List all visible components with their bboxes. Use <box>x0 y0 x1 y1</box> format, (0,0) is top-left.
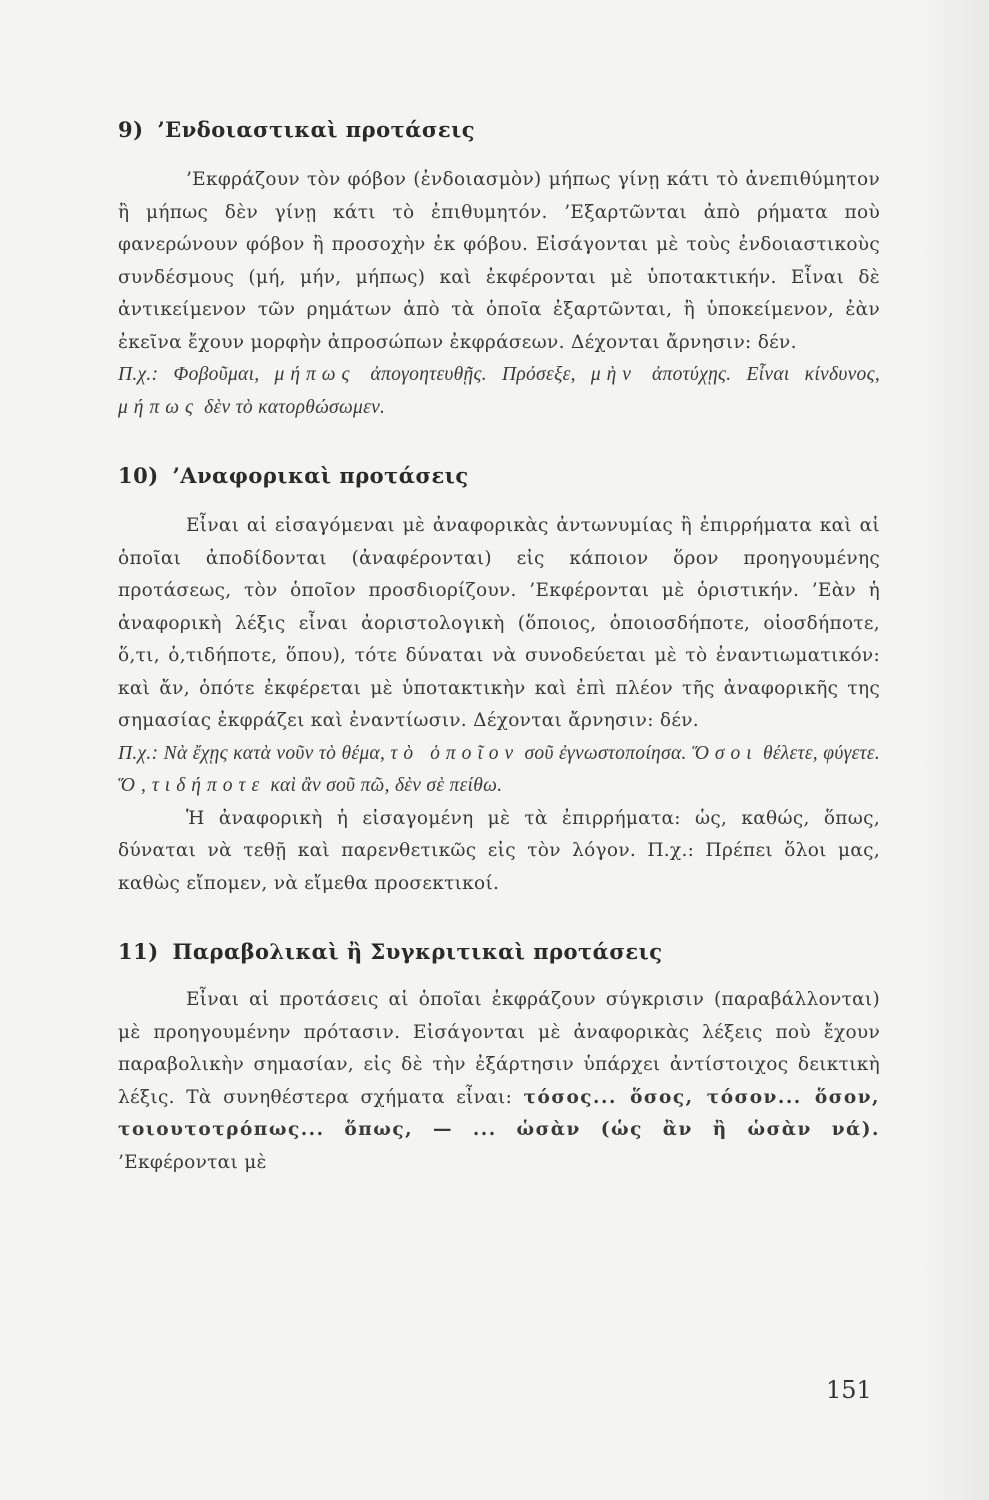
paragraph-text: Εἶναι αἱ προτάσεις αἱ ὁποῖαι ἐκφράζουν σύγκρισιν (παραβάλλονται) μὲ προηγουμένην πρότασιν. Εἰσάγονται μὲ ἀναφορικὰς λέξεις ποὺ ἔχουν παραβολικὴν σημασίαν, εἰς δὲ τὴν ἐξάρτησιν ὑπάρχει ἀντίστοιχος δεικτικὴ λέξις. Τὰ συνηθέστερα σχήματα εἶναι: <box>118 989 880 1108</box>
section-number: 10) <box>118 463 159 488</box>
paragraph-text: ’Εκφέρονται μὲ <box>118 1151 267 1173</box>
section-11 <box>118 932 880 1179</box>
section-10 <box>118 456 880 900</box>
paragraph: ’Εκφράζουν τὸν φόβον (ἐνδοιασμὸν) μήπως γίνῃ κάτι τὸ ἀνεπιθύμητον ἢ μήπως δὲν γίνῃ κάτι τὸ ἐπιθυμητόν. ’Εξαρτῶνται ἀπὸ ρήματα ποὺ φανερώνουν φόβον ἢ προσοχὴν ἐκ φόβου. Εἰσάγονται μὲ τοὺς ἐνδοιαστικοὺς συνδέσμους (μή, μήν, μήπως) καὶ ἐκφέρονται μὲ ὑποτακτικήν. Εἶναι δὲ ἀντικείμενον τῶν ρημάτων ἀπὸ τὰ ὁποῖα ἐξαρτῶνται, ἢ ὑποκείμενον, ἐὰν ἐκεῖνα ἔχουν μορφὴν ἀπροσώπων ἐκφράσεων. Δέχονται ἄρνησιν: δέν. <box>118 169 880 353</box>
example-text: δὲν τὸ κατορθώσωμεν. <box>198 396 386 418</box>
section-title: ’Ενδοιαστικαὶ προτάσεις <box>157 117 476 142</box>
spaced-word: τὸ ὁποῖον <box>390 742 520 764</box>
example-text: σοῦ ἐγνωστοποίησα. <box>519 742 692 764</box>
section-title: Παραβολικαὶ ἢ Συγκριτικαὶ προτάσεις <box>172 939 663 964</box>
example-text: Π.χ.: Φοβοῦμαι, <box>118 364 275 385</box>
section-heading <box>118 932 880 972</box>
section-title: ’Αναφορικαὶ προτάσεις <box>172 463 469 488</box>
paragraph: Εἶναι αἱ εἰσαγόμεναι μὲ ἀναφορικὰς ἀντωνυμίας ἢ ἐπιρρήματα καὶ αἱ ὁποῖαι ἀποδίδονται (ἀναφέρονται) εἰς κάποιον ὅρον προηγουμένης προτάσεως, τὸν ὁποῖον προσδιορίζουν. ’Εκφέρονται μὲ ὁριστικήν. ’Εὰν ἡ ἀναφορικὴ λέξις εἶναι ἀοριστολογικὴ (ὅποιος, ὁποιοσδήποτε, οἱοσδήποτε, ὅ,τι, ὁ,τιδήποτε, ὅπου), τότε δύναται νὰ συνοδεύεται μὲ τὸ ἐναντιωματικόν: καὶ ἄν, ὁπότε ἐκφέρεται μὲ ὑποτακτικὴν καὶ ἐπὶ πλέον τῆς ἀναφορικῆς της σημασίας ἐκφράζει καὶ ἐναντίωσιν. Δέχονται ἄρνησιν: δέν. <box>118 515 880 731</box>
spaced-word: μὴν <box>590 364 637 385</box>
example-text: θέλετε, φύγετε. <box>757 742 880 764</box>
section-heading <box>118 110 880 150</box>
paragraph: Ἡ ἀναφορικὴ ἡ εἰσαγομένη μὲ τὰ ἐπιρρήματα: ὡς, καθώς, ὅπως, δύναται νὰ τεθῇ καὶ παρενθετικῶς εἰς τὸν λόγον. Π.χ.: Πρέπει ὅλοι μας, καθὼς εἴπομεν, νὰ εἴμεθα προσεκτικοί. <box>118 807 880 894</box>
example-paragraph <box>118 738 880 803</box>
example-text: Π.χ.: Νὰ ἔχῃς κατὰ νοῦν τὸ θέμα, <box>118 742 391 764</box>
example-paragraph <box>118 359 880 424</box>
example-text: καὶ ἂν σοῦ πῶ, δὲν σὲ πείθω. <box>265 775 503 796</box>
section-number: 11) <box>118 939 159 964</box>
bold-schemas: τόσος... ὅσος, τόσον... ὅσον, τοιουτοτρόπως... ὅπως, — ... ὡσὰν (ὡς ἂν ἢ ὡσὰν νά). <box>118 1086 880 1140</box>
spaced-word: μήπως <box>274 364 356 385</box>
page-edge-shadow <box>919 0 989 1500</box>
section-number: 9) <box>118 117 144 142</box>
example-text: ἀπογοητευθῇς. Πρόσεξε, <box>355 364 591 385</box>
paragraph <box>118 984 880 1179</box>
section-heading <box>118 456 880 496</box>
page-number: 151 <box>826 1376 872 1404</box>
spaced-word: μήπως <box>118 396 199 418</box>
spaced-word: Ὅσοι <box>691 742 758 764</box>
page-content <box>118 110 880 1179</box>
section-9 <box>118 110 880 424</box>
spaced-word: Ὅ,τιδήποτε <box>118 775 266 796</box>
example-text: ἀποτύχῃς. Εἶναι κίνδυνος, <box>636 364 880 385</box>
